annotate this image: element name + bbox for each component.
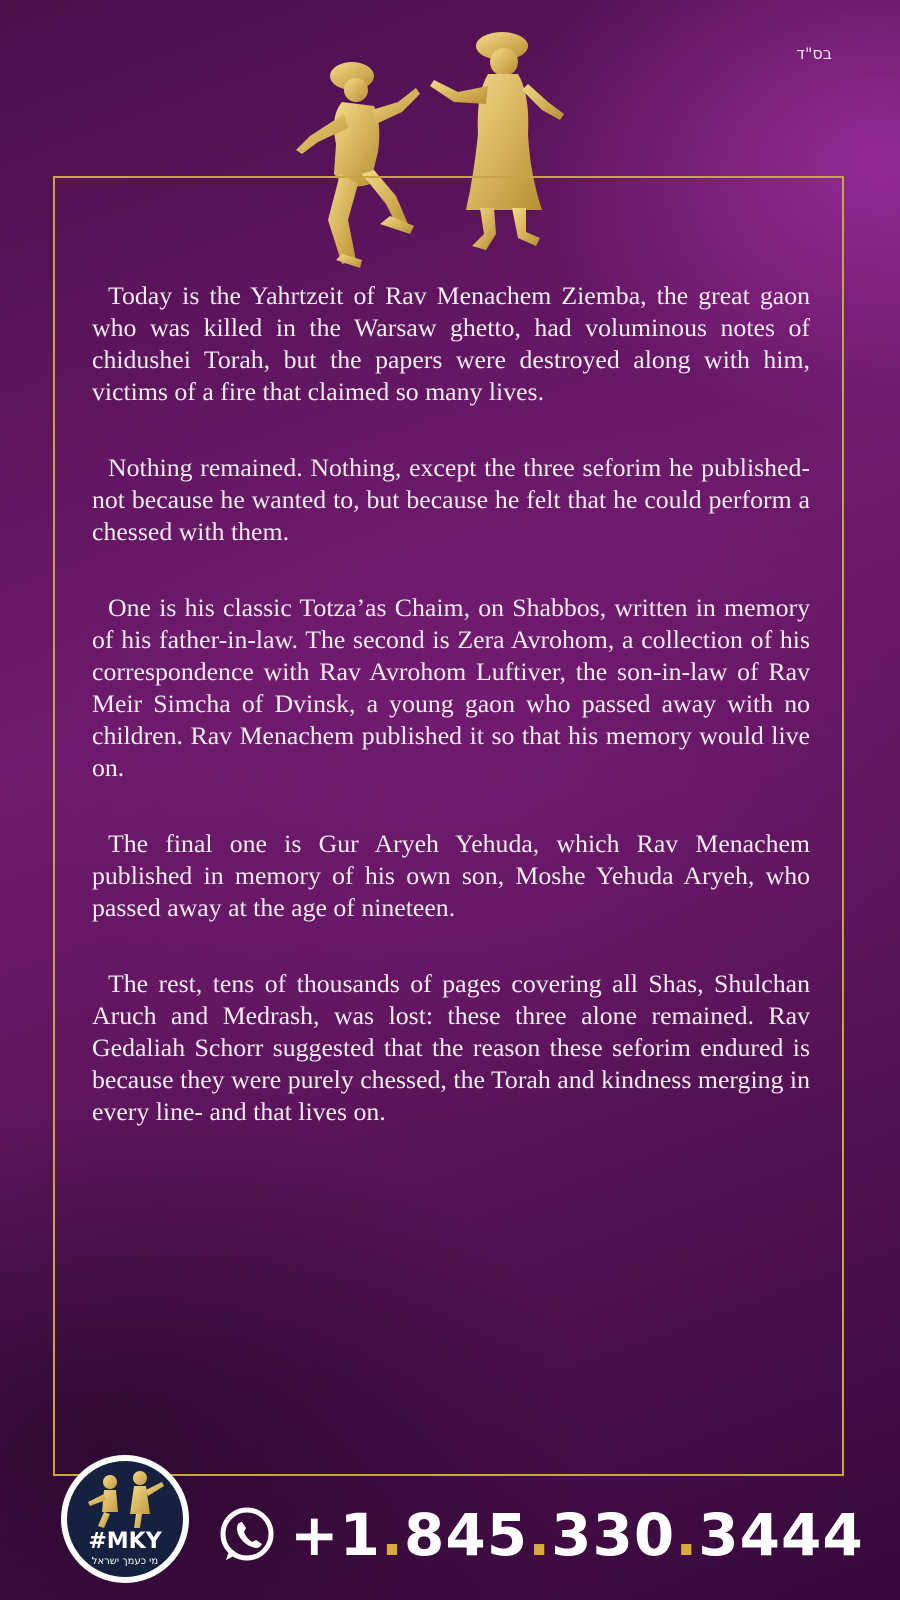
paragraph-5: The rest, tens of thousands of pages covering all Shas, Shulchan Aruch and Medrash, was lost: these three alone remained. Rav Gedaliah Schorr suggested that the reason these seforim endured is because they were purely chessed, the Torah and kindness merging in every line- and that lives on.: [92, 969, 810, 1126]
phone-number[interactable]: [290, 1501, 864, 1569]
paragraph-4: The final one is Gur Aryeh Yehuda, which Rav Menachem published in memory of his own son, Moshe Yehuda Aryeh, who passed away at the age of nineteen.: [92, 829, 810, 922]
phone-dot: .: [675, 1501, 699, 1569]
paragraph-1: Today is the Yahrtzeit of Rav Menachem Ziemba, the great gaon who was killed in the Warsaw ghetto, had voluminous notes of chidushei Torah, but the papers were destroyed along with him, victims of a fire that claimed so many lives.: [92, 281, 810, 406]
phone-part: 330: [551, 1501, 676, 1569]
logo-subtext: מי כעמך ישראל: [91, 1556, 159, 1567]
phone-part: 3444: [698, 1501, 864, 1569]
phone-part: 845: [404, 1501, 529, 1569]
mky-logo: [58, 1452, 192, 1586]
paragraph-3: One is his classic Totza’as Chaim, on Shabbos, written in memory of his father-in-law. The second is Zera Avrohom, a collection of his correspondence with Rav Avrohom Luftiver, the son-in-law of Rav Meir Simcha of Dvinsk, a young gaon who passed away with no children. Rav Menachem published it so that his memory would live on.: [92, 593, 810, 782]
logo-text: #MKY: [88, 1529, 162, 1554]
phone-part: +1: [290, 1501, 381, 1569]
story-text: [92, 280, 810, 1172]
phone-dot: .: [528, 1501, 552, 1569]
paragraph-2: Nothing remained. Nothing, except the three seforim he published- not because he wanted to, but because he felt that he could perform a chessed with them.: [92, 453, 810, 546]
phone-dot: .: [380, 1501, 405, 1569]
contact-phone[interactable]: [216, 1500, 864, 1570]
bsd-header: בס"ד: [796, 44, 832, 63]
whatsapp-icon: [216, 1504, 278, 1566]
